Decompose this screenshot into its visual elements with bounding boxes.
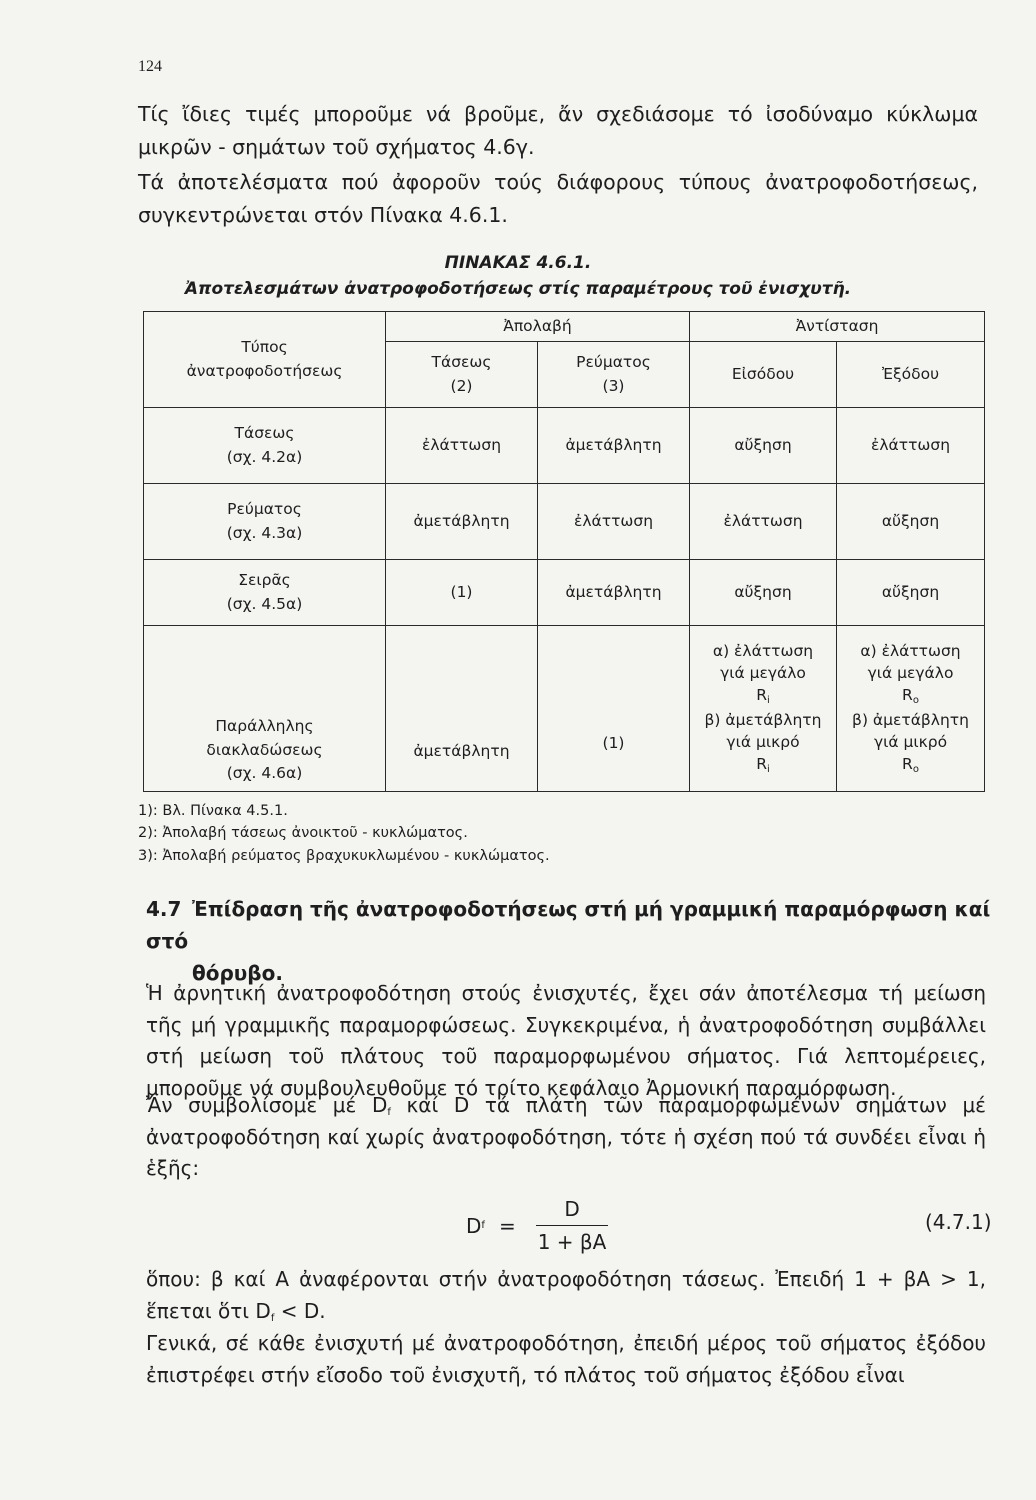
header-type-cell: Τύπος ἀνατροφοδοτήσεως [144,312,386,408]
row-type-cell: Ρεύματος (σχ. 4.3α) [144,484,386,560]
input-resistance-cell: α) ἐλάττωση γιά μεγάλο $R_i$ β) ἀμετάβλητη γιά μικρό $R_i$ [690,626,837,792]
current-gain-cell: ἀμετάβλητη [538,560,690,626]
header-gain: Ἀπολαβή [386,312,690,342]
current-gain-cell: ἐλάττωση [538,484,690,560]
footnote: 1): Βλ. Πίνακα 4.5.1. [138,803,288,819]
row-type-cell: Σειρᾶς (σχ. 4.5α) [144,560,386,626]
equation-number: (4.7.1) [925,1210,992,1234]
body-paragraph-4: Γενικά, σέ κάθε ἐνισχυτή μέ ἀνατροφοδότηση, ἐπειδή μέρος τοῦ σήματος ἐξόδου ἐπιστρέφει στήν εἴσοδο τοῦ ἐνισχυτῆ, τό πλάτος τοῦ σήματος ἐξόδου εἶναι [146,1331,986,1387]
input-resistance-cell: ἐλάττωση [690,484,837,560]
section-heading [146,893,996,989]
header-resistance: Ἀντίσταση [690,312,985,342]
body-paragraph-3: ὅπου: β καί Α ἀναφέρονται στήν ἀνατροφοδότηση τάσεως. Ἐπειδή 1 + βΑ > 1, ἕπεται ὅτι $D_f < D$. [146,1267,986,1324]
footnote: 3): Ἀπολαβή ρεύματος βραχυκυκλωμένου - κυκλώματος. [138,847,550,864]
equation-4-7-1: D f = $\frac{D}{1 + \beta A}$ [466,1197,610,1254]
output-resistance-cell: αὔξηση [837,560,985,626]
output-resistance-cell: ἐλάττωση [837,408,985,484]
voltage-gain-cell: ἀμετάβλητη [386,626,538,792]
body-paragraph-2: Ἄν συμβολίσομε μέ $D_f$ καί D τά πλάτη τῶν παραμορφωμένων σημάτων μέ ἀνατροφοδότηση καί χωρίς ἀνατροφοδότηση, τότε ἡ σχέση πού τά συνδέει εἶναι ἡ ἑξῆς: [146,1093,986,1181]
section-number: 4.7 [146,897,182,921]
input-resistance-cell: αὔξηση [690,560,837,626]
voltage-gain-cell: (1) [386,560,538,626]
input-resistance-cell: αὔξηση [690,408,837,484]
equation-fraction: $\frac{D}{1 + \beta A}$ [537,1197,607,1254]
table-row [144,560,985,626]
fraction-bar [536,1225,608,1226]
table-footnotes [138,800,550,867]
table-row [144,626,985,792]
table-row [144,484,985,560]
row-type-cell: Τάσεως (σχ. 4.2α) [144,408,386,484]
page-number: 124 [138,58,162,75]
footnote: 2): Ἀπολαβή τάσεως ἀνοικτοῦ - κυκλώματος. [138,825,468,842]
header-current-cell: Ρεύματος (3) [538,342,690,408]
current-gain-cell: (1) [538,626,690,792]
header-voltage-cell: Τάσεως (2) [386,342,538,408]
table-title: ΠΙΝΑΚΑΣ 4.6.1. [444,253,592,273]
row-type-cell: Παράλληλης διακλαδώσεως (σχ. 4.6α) [144,626,386,792]
header-input: Εἰσόδου [690,342,837,408]
header-output: Ἐξόδου [837,342,985,408]
current-gain-cell: ἀμετάβλητη [538,408,690,484]
results-table [143,311,985,792]
intro-paragraph-2: Τά ἀποτελέσματα πού ἀφοροῦν τούς διάφορους τύπους ἀνατροφοδοτήσεως, συγκεντρώνεται στόν Πίνακα 4.6.1. [138,170,978,227]
body-paragraph-1: Ἡ ἀρνητική ἀνατροφοδότηση στούς ἐνισχυτές, ἔχει σάν ἀποτέλεσμα τή μείωση τῆς μή γραμμικῆς παραμορφώσεως. Συγκεκριμένα, ἡ ἀνατροφοδότηση συμβάλλει στή μείωση τοῦ πλάτους τοῦ παραμορφωμένου σήματος. Γιά λεπτομέρειες, μποροῦμε νά συμβουλευθοῦμε τό τρίτο κεφάλαιο Ἀρμονική παραμόρφωση. [146,981,986,1100]
output-resistance-cell: αὔξηση [837,484,985,560]
section-title: Ἐπίδραση τῆς ἀνατροφοδοτήσεως στή μή γραμμική παραμόρφωση καί στό [146,897,991,953]
voltage-gain-cell: ἀμετάβλητη [386,484,538,560]
table-heading [0,250,1036,303]
table-row [144,408,985,484]
intro-paragraph-1: Τίς ἴδιες τιμές μποροῦμε νά βροῦμε, ἄν σχεδιάσομε τό ἰσοδύναμο κύκλωμα μικρῶν - σημάτων τοῦ σχήματος 4.6γ. [138,102,978,159]
voltage-gain-cell: ἐλάττωση [386,408,538,484]
output-resistance-cell: α) ἐλάττωση γιά μεγάλο $R_o$ β) ἀμετάβλητη γιά μικρό $R_o$ [837,626,985,792]
table-caption: Ἀποτελεσμάτων ἀνατροφοδοτήσεως στίς παραμέτρους τοῦ ἐνισχυτῆ. [184,279,852,300]
section-title-continued: θόρυβο. [192,961,283,985]
